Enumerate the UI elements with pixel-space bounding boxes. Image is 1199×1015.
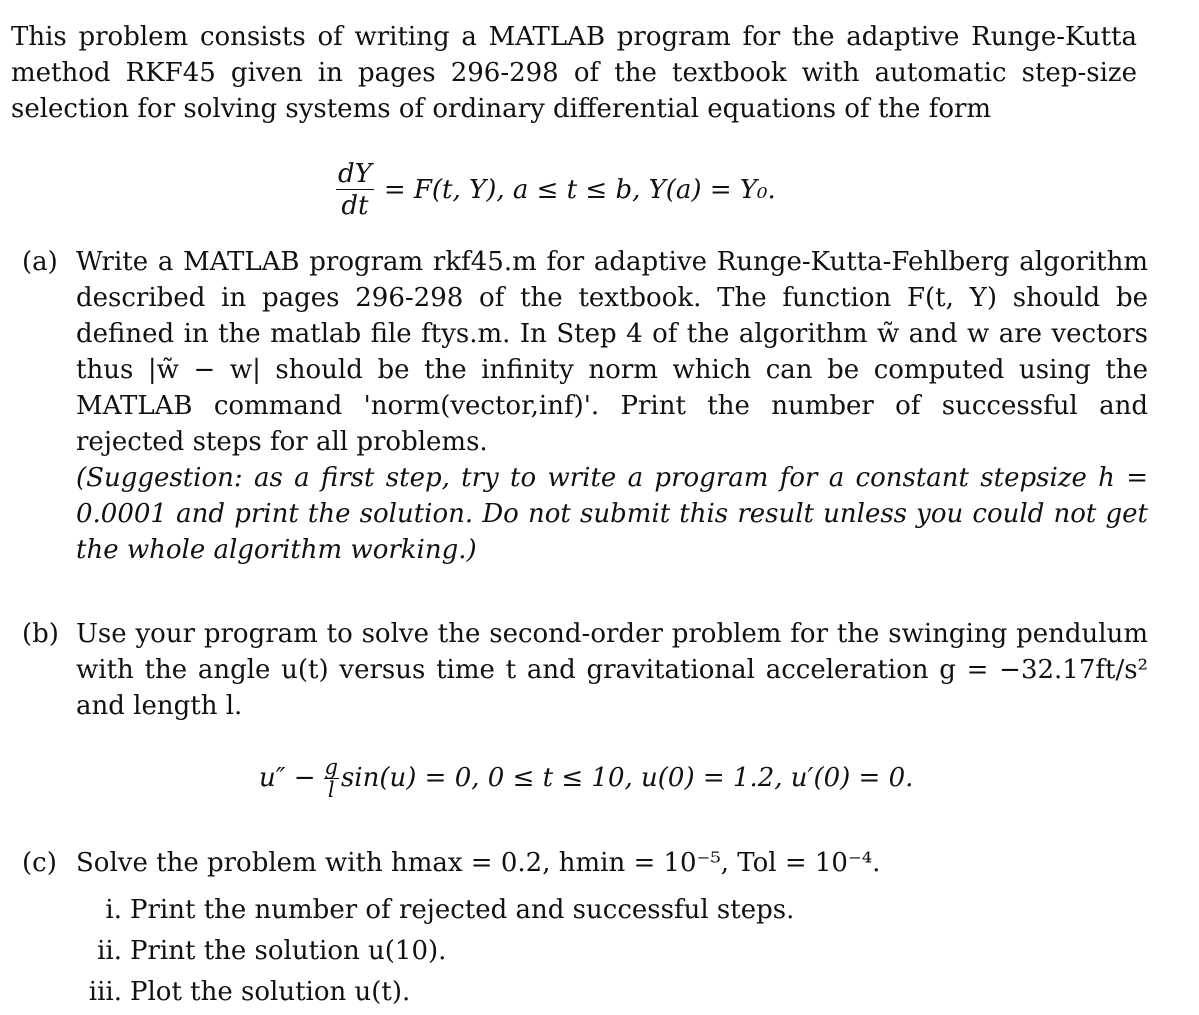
fraction-numerator: dY: [338, 158, 372, 189]
part-c-text: Solve the problem with hmax = 0.2, hmin = 10⁻⁵, Tol = 10⁻⁴.: [76, 848, 881, 878]
list-item: [78, 933, 978, 974]
pendulum-equation: [259, 748, 913, 808]
g-over-l-fraction: [324, 756, 339, 801]
equation-rhs: = F(t, Y), a ≤ t ≤ b, Y(a) = Y₀.: [383, 175, 776, 205]
list-item-text: Print the number of rejected and successful steps.: [130, 895, 795, 925]
list-item: [78, 974, 978, 1015]
list-item-text: Print the solution u(10).: [130, 936, 447, 966]
fraction-denominator: l: [327, 777, 335, 802]
equation-lhs: u″ −: [259, 763, 316, 793]
part-b-text: Use your program to solve the second-order problem for the swinging pendulum with the angle u(t) versus time t and gravitational acceleration g = −32.17ft/s² and length l.: [76, 619, 1148, 721]
part-a-label: (a): [22, 247, 58, 277]
part-a-suggestion: (Suggestion: as a first step, try to write a program for a constant stepsize h = 0.0001 and print the solution. Do not submit this result unless you could not get the whole algorithm working.): [76, 463, 1148, 565]
ode-equation: [336, 150, 776, 230]
list-item-number: i.: [105, 895, 122, 925]
part-b-label: (b): [22, 619, 59, 649]
part-c-label: (c): [22, 848, 57, 878]
list-item: [78, 892, 978, 933]
derivative-fraction: [336, 159, 374, 222]
list-item-number: iii.: [88, 977, 122, 1007]
fraction-denominator: dt: [341, 190, 369, 221]
fraction-numerator: g: [324, 754, 338, 779]
part-c-subitems: [78, 892, 978, 1015]
list-item-number: ii.: [97, 936, 122, 966]
equation-rest: sin(u) = 0, 0 ≤ t ≤ 10, u(0) = 1.2, u′(0) = 0.: [340, 763, 914, 793]
list-item-text: Plot the solution u(t).: [130, 977, 411, 1007]
part-a-text: Write a MATLAB program rkf45.m for adaptive Runge-Kutta-Fehlberg algorithm described in pages 296-298 of the textbook. The function F(t, Y) should be defined in the matlab file ftys.m. In Step 4 of the algorithm w̃ and w are vectors thus |w̃ − w| should be the infinity norm which can be computed using the MATLAB command 'norm(vector,inf)'. Print the number of successful and rejected steps for all problems.: [76, 247, 1148, 457]
intro-paragraph: This problem consists of writing a MATLAB program for the adaptive Runge-Kutta method RKF45 given in pages 296-298 of the textbook with automatic step-size selection for solving systems of ordinary differential equations of the form: [11, 22, 1137, 124]
